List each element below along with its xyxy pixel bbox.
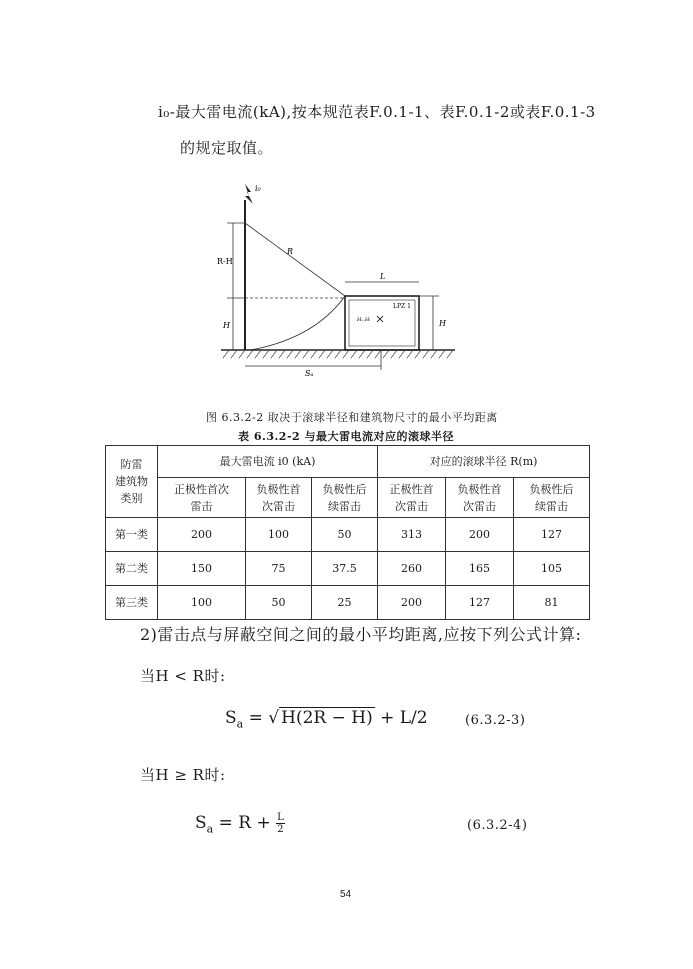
cell: 260	[378, 552, 446, 586]
condition-1: 当H < R时:	[140, 667, 226, 685]
cell: 25	[312, 586, 378, 620]
row-category: 第三类	[106, 586, 158, 620]
cell: 313	[378, 518, 446, 552]
label-sa: Sₐ	[305, 369, 314, 378]
cell: 75	[246, 552, 312, 586]
cell: 200	[446, 518, 514, 552]
cell: 37.5	[312, 552, 378, 586]
cell: 81	[514, 586, 590, 620]
intro-line-2: 的规定取值。	[180, 139, 274, 157]
lightning-icon	[245, 184, 253, 204]
distance-paragraph: 2)雷击点与屏蔽空间之间的最小平均距离,应按下列公式计算:	[140, 625, 582, 644]
table-caption: 表 6.3.2-2 与最大雷电流对应的滚球半径	[238, 430, 454, 443]
label-r: R	[287, 247, 294, 256]
formula-2	[195, 812, 285, 835]
page-number: 54	[340, 889, 352, 900]
subheader-4: 正极性首 次雷击	[378, 478, 446, 518]
subheader-6: 负极性后 续雷击	[514, 478, 590, 518]
subheader-3: 负极性后 续雷击	[312, 478, 378, 518]
fraction-numerator: L	[277, 812, 284, 823]
header-category: 防雷 建筑物 类别	[106, 446, 158, 518]
subheader-5: 负极性首 次雷击	[446, 478, 514, 518]
header-max-current: 最大雷电流 i0 (kA)	[158, 446, 378, 478]
cell: 127	[446, 586, 514, 620]
intro-line-1: i₀-最大雷电流(kA),按本规范表F.0.1-1、表F.0.1-2或表F.0.1-3	[158, 103, 596, 121]
label-h-right: H	[439, 319, 446, 328]
sphere-arc	[251, 296, 345, 350]
cell: 50	[312, 518, 378, 552]
row-category: 第二类	[106, 552, 158, 586]
formula-2-lhs: S	[195, 813, 207, 833]
formula-1-sub: a	[236, 717, 244, 731]
label-l: L	[380, 272, 386, 281]
subheader-1: 正极性首次 雷击	[158, 478, 246, 518]
cell: 150	[158, 552, 246, 586]
label-lpz: LPZ 1	[393, 303, 411, 310]
formula-2-eq: = R +	[213, 813, 277, 833]
cell: 100	[246, 518, 312, 552]
figure-caption: 图 6.3.2-2 取决于滚球半径和建筑物尺寸的最小平均距离	[206, 411, 498, 424]
label-i0: i₀	[255, 184, 261, 193]
formula-1-eq: =	[243, 708, 269, 728]
formula-1-number: (6.3.2-3)	[465, 713, 526, 728]
formula-2-sub: a	[206, 822, 214, 836]
fraction	[276, 812, 285, 835]
cell: 200	[378, 586, 446, 620]
cell: 200	[158, 518, 246, 552]
label-rh: R-H	[217, 257, 233, 266]
subheader-2: 负极性首 次雷击	[246, 478, 312, 518]
ground-hatch	[223, 350, 453, 358]
formula-1-tail: + L/2	[374, 708, 428, 728]
header-radius: 对应的滚球半径 R(m)	[378, 446, 590, 478]
formula-1	[225, 708, 428, 730]
condition-2: 当H ≥ R时:	[140, 766, 226, 784]
formula-2-number: (6.3.2-4)	[467, 818, 528, 833]
rolling-radius-table	[105, 445, 590, 620]
fraction-denominator: 2	[277, 824, 284, 835]
table-row	[106, 552, 590, 586]
rolling-sphere-diagram	[215, 178, 463, 378]
table-row	[106, 586, 590, 620]
cell: 165	[446, 552, 514, 586]
table-row	[106, 518, 590, 552]
sqrt-symbol: √	[268, 708, 280, 728]
cell: 100	[158, 586, 246, 620]
cell: 50	[246, 586, 312, 620]
label-h-left: H	[223, 321, 230, 330]
formula-1-radicand: H(2R − H)	[281, 708, 373, 728]
cell: 127	[514, 518, 590, 552]
point-marker	[377, 316, 383, 322]
label-hi: Hₒ,Hᵢ	[357, 317, 371, 323]
row-category: 第一类	[106, 518, 158, 552]
radius-line	[245, 223, 345, 296]
formula-1-lhs: S	[225, 708, 237, 728]
cell: 105	[514, 552, 590, 586]
